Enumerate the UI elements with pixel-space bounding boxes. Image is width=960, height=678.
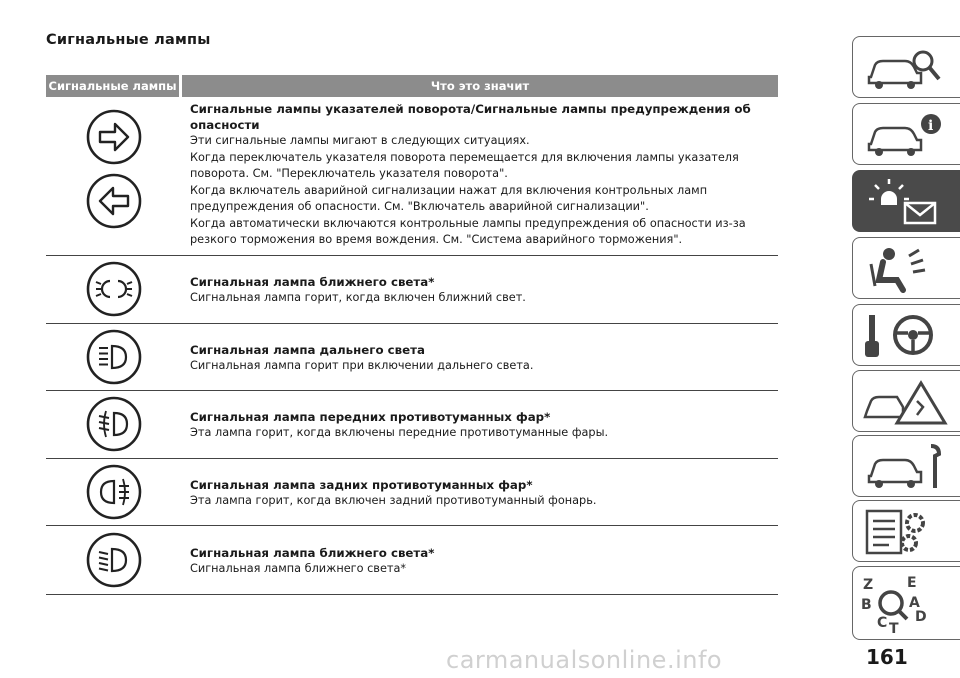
row-description: Эта лампа горит, когда включены передние противотуманные фары. — [190, 426, 609, 439]
svg-text:Z: Z — [863, 577, 874, 593]
rear-fog-light-icon — [86, 464, 142, 520]
table-row — [46, 256, 778, 324]
car-search-icon — [861, 43, 951, 93]
row-description: Сигнальная лампа горит при включении дальнего света. — [190, 358, 534, 372]
low-beam-icon — [86, 532, 142, 588]
table-row — [46, 391, 778, 459]
svg-text:E: E — [907, 575, 917, 591]
svg-text:C: C — [877, 615, 888, 631]
turn-signal-left-icon — [86, 173, 142, 229]
side-tab-car-info[interactable] — [852, 103, 960, 165]
svg-text:A: A — [909, 595, 920, 611]
row-description: Сигнальная лампа горит, когда включен ближний свет. — [190, 291, 526, 304]
row-title: Сигнальная лампа передних противотуманных фар* — [190, 410, 551, 424]
svg-text:T: T — [889, 621, 899, 635]
row-title: Сигнальная лампа ближнего света* — [190, 275, 435, 289]
side-tab-car-search[interactable] — [852, 36, 960, 98]
front-fog-light-icon — [86, 396, 142, 452]
row-description: Сигнальная лампа ближнего света* — [190, 561, 407, 575]
side-tab-index[interactable] — [852, 566, 960, 640]
key-steering-wheel-icon — [861, 311, 951, 361]
svg-text:i: i — [928, 118, 934, 134]
table-row — [46, 526, 778, 595]
row-title: Сигнальные лампы указателей поворота/Сигнальные лампы предупреждения об опасности — [190, 102, 751, 132]
side-tab-specifications[interactable] — [852, 500, 960, 562]
side-tab-key-steering[interactable] — [852, 304, 960, 366]
table-row — [46, 459, 778, 527]
high-beam-icon — [86, 329, 142, 385]
row-title: Сигнальная лампа дальнего света — [190, 342, 425, 357]
page-title: Сигнальные лампы — [46, 32, 211, 48]
car-info-icon — [861, 110, 951, 160]
turn-signal-right-icon — [86, 109, 142, 165]
table-header — [46, 75, 778, 97]
alphabet-index-search-icon — [861, 573, 951, 635]
page-number: 161 — [866, 645, 908, 669]
car-warning-triangle-icon — [861, 377, 951, 427]
table-row — [46, 324, 778, 392]
row-title: Сигнальная лампа задних противотуманных фар* — [190, 477, 533, 492]
warning-light-message-icon — [861, 177, 951, 227]
column-header-meaning: Что это значит — [430, 79, 530, 93]
specs-gears-icon — [861, 507, 951, 557]
side-lights-icon — [86, 261, 142, 317]
row-description: Эта лампа горит, когда включен задний противотуманный фонарь. — [190, 493, 597, 507]
seat-airbag-icon — [861, 244, 951, 294]
side-tab-maintenance[interactable] — [852, 435, 960, 497]
side-tab-emergency[interactable] — [852, 370, 960, 432]
row-title: Сигнальная лампа ближнего света* — [190, 545, 435, 560]
warning-lights-table — [46, 75, 778, 595]
side-tab-seat-airbag[interactable] — [852, 237, 960, 299]
row-description: Эти сигнальные лампы мигают в следующих ситуациях. Когда переключатель указателя поворота перемещается для включения лампы указателя поворота. См. "Переключатель указателя поворота". Когда включатель аварийной сигнализации нажат для включения контрольных ламп предупреждения об опасности. См. "Включатель аварийной сигнализации". Когда автоматически включаются контрольные лампы предупреждения об опасности из-за резкого торможения во время вождения. См. "Система аварийного торможения". — [190, 134, 746, 246]
car-wrench-icon — [861, 442, 951, 492]
table-row — [46, 97, 778, 256]
svg-text:D: D — [915, 609, 927, 625]
watermark: carmanualsonline.info — [446, 646, 723, 674]
side-tab-warning-lights[interactable] — [852, 170, 960, 232]
svg-text:B: B — [861, 597, 872, 613]
column-header-lamps: Сигнальные лампы — [46, 75, 182, 97]
